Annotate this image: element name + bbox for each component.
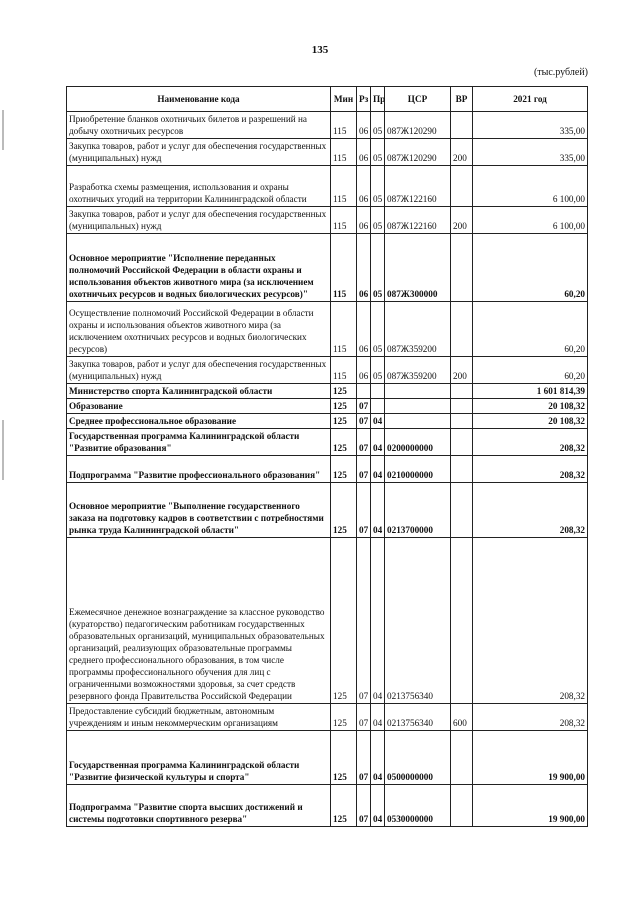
row-pr: 05 bbox=[371, 302, 385, 357]
row-name: Основное мероприятие "Выполнение государственного заказа на подготовку кадров в соответствии с потребностями рынка труда Калининградской области" bbox=[67, 483, 331, 538]
row-amount: 20 108,32 bbox=[473, 414, 588, 429]
table-row bbox=[67, 384, 588, 399]
row-min: 125 bbox=[331, 538, 357, 704]
table-row bbox=[67, 456, 588, 483]
row-name: Разработка схемы размещения, использования и охраны охотничьих угодий на территории Калининградской области bbox=[67, 166, 331, 207]
row-csr: 087Ж359200 bbox=[385, 302, 451, 357]
row-csr: 087Ж120290 bbox=[385, 139, 451, 166]
table-row bbox=[67, 704, 588, 731]
table-row bbox=[67, 234, 588, 302]
row-min: 125 bbox=[331, 483, 357, 538]
row-rz: 06 bbox=[357, 357, 371, 384]
row-amount: 6 100,00 bbox=[473, 207, 588, 234]
row-pr: 05 bbox=[371, 139, 385, 166]
table-row bbox=[67, 399, 588, 414]
row-min: 125 bbox=[331, 384, 357, 399]
row-pr bbox=[371, 384, 385, 399]
row-name: Ежемесячное денежное вознаграждение за классное руководство (кураторство) педагогическим работникам государственных образовательных организаций, муниципальных образовательных организаций, реализующих образовательные программы среднего профессионального образования, в том числе программы профессионального обучения для лиц с ограниченными возможностями здоровья, за счет средств резервного фонда Правительства Российской Федерации bbox=[67, 538, 331, 704]
row-rz: 07 bbox=[357, 483, 371, 538]
row-rz: 07 bbox=[357, 414, 371, 429]
row-min: 125 bbox=[331, 429, 357, 456]
table-row bbox=[67, 785, 588, 827]
table-row bbox=[67, 302, 588, 357]
row-name: Образование bbox=[67, 399, 331, 414]
row-rz: 06 bbox=[357, 112, 371, 139]
row-csr bbox=[385, 399, 451, 414]
row-csr: 0530000000 bbox=[385, 785, 451, 827]
row-vr bbox=[451, 731, 473, 785]
row-csr: 0213756340 bbox=[385, 538, 451, 704]
row-rz: 07 bbox=[357, 456, 371, 483]
row-name: Среднее профессиональное образование bbox=[67, 414, 331, 429]
row-name: Министерство спорта Калининградской области bbox=[67, 384, 331, 399]
row-vr bbox=[451, 234, 473, 302]
table-row bbox=[67, 414, 588, 429]
header-year: 2021 год bbox=[473, 87, 588, 112]
row-min: 115 bbox=[331, 112, 357, 139]
row-amount: 208,32 bbox=[473, 538, 588, 704]
row-min: 125 bbox=[331, 731, 357, 785]
table-row bbox=[67, 207, 588, 234]
row-pr: 04 bbox=[371, 538, 385, 704]
table-row bbox=[67, 483, 588, 538]
row-rz: 07 bbox=[357, 704, 371, 731]
row-csr bbox=[385, 384, 451, 399]
row-rz: 06 bbox=[357, 234, 371, 302]
row-rz: 07 bbox=[357, 785, 371, 827]
row-amount: 208,32 bbox=[473, 483, 588, 538]
row-min: 125 bbox=[331, 704, 357, 731]
row-amount: 1 601 814,39 bbox=[473, 384, 588, 399]
row-vr bbox=[451, 456, 473, 483]
row-name: Государственная программа Калининградской области "Развитие образования" bbox=[67, 429, 331, 456]
row-vr bbox=[451, 302, 473, 357]
row-vr bbox=[451, 429, 473, 456]
row-amount: 335,00 bbox=[473, 139, 588, 166]
row-amount: 60,20 bbox=[473, 357, 588, 384]
row-name: Государственная программа Калининградской области "Развитие физической культуры и спорта" bbox=[67, 731, 331, 785]
row-vr bbox=[451, 414, 473, 429]
row-pr: 04 bbox=[371, 456, 385, 483]
row-name: Закупка товаров, работ и услуг для обеспечения государственных (муниципальных) нужд bbox=[67, 139, 331, 166]
row-min: 115 bbox=[331, 166, 357, 207]
row-csr: 0500000000 bbox=[385, 731, 451, 785]
row-csr: 087Ж120290 bbox=[385, 112, 451, 139]
row-pr: 05 bbox=[371, 112, 385, 139]
page-number: 135 bbox=[311, 44, 329, 56]
table-row bbox=[67, 357, 588, 384]
row-min: 115 bbox=[331, 207, 357, 234]
row-pr: 04 bbox=[371, 704, 385, 731]
row-min: 125 bbox=[331, 414, 357, 429]
row-amount: 6 100,00 bbox=[473, 166, 588, 207]
table-row bbox=[67, 166, 588, 207]
row-vr bbox=[451, 785, 473, 827]
header-csr: ЦСР bbox=[385, 87, 451, 112]
row-vr bbox=[451, 538, 473, 704]
row-min: 125 bbox=[331, 399, 357, 414]
row-vr: 200 bbox=[451, 357, 473, 384]
header-vr: ВР bbox=[451, 87, 473, 112]
row-amount: 19 900,00 bbox=[473, 731, 588, 785]
table-row bbox=[67, 429, 588, 456]
row-name: Приобретение бланков охотничьих билетов и разрешений на добычу охотничьих ресурсов bbox=[67, 112, 331, 139]
row-csr: 087Ж359200 bbox=[385, 357, 451, 384]
header-name: Наименование кода bbox=[67, 87, 331, 112]
row-csr: 087Ж300000 bbox=[385, 234, 451, 302]
row-pr: 04 bbox=[371, 429, 385, 456]
row-pr bbox=[371, 399, 385, 414]
row-rz: 06 bbox=[357, 139, 371, 166]
row-vr bbox=[451, 483, 473, 538]
row-name: Осуществление полномочий Российской Федерации в области охраны и использования объектов животного мира (за исключением охотничьих ресурсов и водных биологических ресурсов) bbox=[67, 302, 331, 357]
row-amount: 208,32 bbox=[473, 429, 588, 456]
row-rz: 07 bbox=[357, 731, 371, 785]
scan-edge-mark bbox=[2, 420, 4, 480]
row-rz: 07 bbox=[357, 399, 371, 414]
row-pr: 04 bbox=[371, 414, 385, 429]
row-name: Подпрограмма "Развитие спорта высших достижений и системы подготовки спортивного резерва" bbox=[67, 785, 331, 827]
row-csr: 0213756340 bbox=[385, 704, 451, 731]
table-header-row bbox=[67, 87, 588, 112]
row-amount: 208,32 bbox=[473, 456, 588, 483]
row-csr: 087Ж122160 bbox=[385, 207, 451, 234]
row-name: Основное мероприятие "Исполнение переданных полномочий Российской Федерации в области охраны и использования объектов животного мира (за исключением охотничьих ресурсов и водных биологических ресурсов)" bbox=[67, 234, 331, 302]
scan-edge-mark bbox=[2, 110, 4, 150]
row-rz bbox=[357, 384, 371, 399]
row-pr: 04 bbox=[371, 785, 385, 827]
row-amount: 208,32 bbox=[473, 704, 588, 731]
table-row bbox=[67, 112, 588, 139]
row-pr: 05 bbox=[371, 357, 385, 384]
header-pr: Пр bbox=[371, 87, 385, 112]
row-min: 115 bbox=[331, 357, 357, 384]
row-rz: 06 bbox=[357, 166, 371, 207]
row-name: Подпрограмма "Развитие профессионального образования" bbox=[67, 456, 331, 483]
row-vr: 200 bbox=[451, 139, 473, 166]
budget-table bbox=[66, 86, 588, 827]
row-vr bbox=[451, 166, 473, 207]
table-row bbox=[67, 139, 588, 166]
row-pr: 05 bbox=[371, 166, 385, 207]
row-csr bbox=[385, 414, 451, 429]
row-min: 125 bbox=[331, 456, 357, 483]
row-csr: 087Ж122160 bbox=[385, 166, 451, 207]
header-min: Мин bbox=[331, 87, 357, 112]
row-csr: 0213700000 bbox=[385, 483, 451, 538]
row-vr: 200 bbox=[451, 207, 473, 234]
row-pr: 04 bbox=[371, 731, 385, 785]
row-rz: 06 bbox=[357, 302, 371, 357]
row-vr: 600 bbox=[451, 704, 473, 731]
row-rz: 06 bbox=[357, 207, 371, 234]
row-amount: 20 108,32 bbox=[473, 399, 588, 414]
row-name: Закупка товаров, работ и услуг для обеспечения государственных (муниципальных) нужд bbox=[67, 207, 331, 234]
row-amount: 60,20 bbox=[473, 302, 588, 357]
row-min: 115 bbox=[331, 139, 357, 166]
header-rz: Рз bbox=[357, 87, 371, 112]
table-row bbox=[67, 731, 588, 785]
row-csr: 0200000000 bbox=[385, 429, 451, 456]
row-amount: 335,00 bbox=[473, 112, 588, 139]
row-pr: 05 bbox=[371, 207, 385, 234]
row-name: Предоставление субсидий бюджетным, автономным учреждениям и иным некоммерческим организациям bbox=[67, 704, 331, 731]
row-rz: 07 bbox=[357, 429, 371, 456]
row-csr: 0210000000 bbox=[385, 456, 451, 483]
row-rz: 07 bbox=[357, 538, 371, 704]
row-min: 125 bbox=[331, 785, 357, 827]
row-vr bbox=[451, 399, 473, 414]
row-vr bbox=[451, 112, 473, 139]
row-min: 115 bbox=[331, 302, 357, 357]
row-amount: 19 900,00 bbox=[473, 785, 588, 827]
row-pr: 05 bbox=[371, 234, 385, 302]
row-name: Закупка товаров, работ и услуг для обеспечения государственных (муниципальных) нужд bbox=[67, 357, 331, 384]
row-vr bbox=[451, 384, 473, 399]
row-min: 115 bbox=[331, 234, 357, 302]
row-pr: 04 bbox=[371, 483, 385, 538]
units-label: (тыс.рублей) bbox=[533, 67, 588, 78]
row-amount: 60,20 bbox=[473, 234, 588, 302]
table-row bbox=[67, 538, 588, 704]
